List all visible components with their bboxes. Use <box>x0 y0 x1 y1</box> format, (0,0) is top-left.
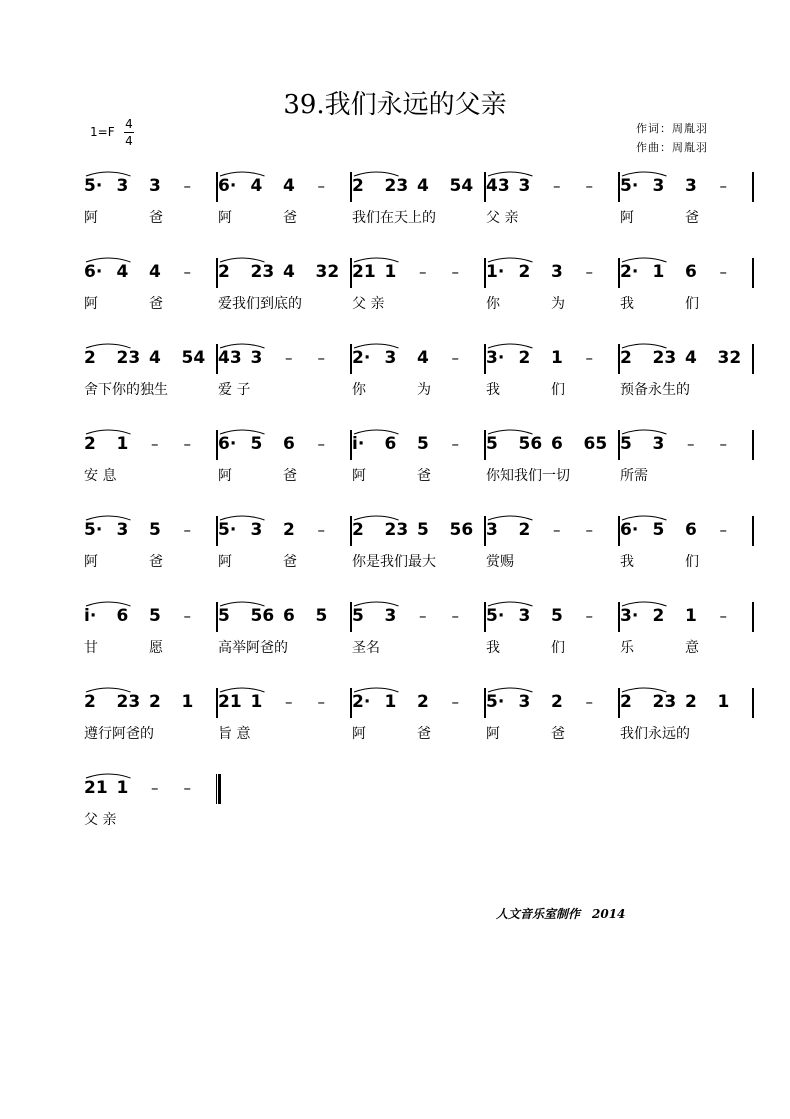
sustain-dash: – <box>183 435 191 453</box>
lyric: 父 亲 <box>486 210 519 226</box>
lyric: 阿 <box>352 468 366 484</box>
note: 5 <box>315 606 328 626</box>
lyric: 爸 <box>283 210 297 226</box>
sustain-dash: – <box>585 693 593 711</box>
lyric: 阿 <box>84 554 98 570</box>
note: 5· <box>486 606 505 626</box>
lyric: 爸 <box>149 296 163 312</box>
sustain-dash: – <box>183 521 191 539</box>
note: 32 <box>717 348 742 368</box>
lyric: 圣名 <box>352 640 380 656</box>
lyrics-row <box>0 380 790 402</box>
sustain-dash: – <box>585 177 593 195</box>
lyric: 爸 <box>685 210 699 226</box>
lyric: 你 <box>352 382 366 398</box>
note: 5 <box>417 434 429 454</box>
lyric: 爸 <box>283 554 297 570</box>
sustain-dash: – <box>585 263 593 281</box>
note: 5 <box>149 520 161 540</box>
note: 5· <box>486 692 505 712</box>
note: 2 <box>620 348 632 368</box>
sustain-dash: – <box>183 779 191 797</box>
note: 6· <box>218 434 237 454</box>
note: 5 <box>551 606 563 626</box>
sustain-dash: – <box>317 521 325 539</box>
note: 6 <box>685 262 697 282</box>
note: 3 <box>518 606 531 626</box>
barline <box>752 688 754 718</box>
sustain-dash: – <box>451 349 459 367</box>
note: 1 <box>717 692 730 712</box>
lyric: 阿 <box>218 554 232 570</box>
lyric: 我 <box>486 382 500 398</box>
note: 1 <box>181 692 194 712</box>
lyric: 意 <box>685 640 699 656</box>
note: 23 <box>652 348 677 368</box>
lyric: 为 <box>551 296 565 312</box>
barline <box>752 172 754 202</box>
sustain-dash: – <box>151 779 159 797</box>
note: 2 <box>620 692 632 712</box>
sustain-dash: – <box>419 607 427 625</box>
lyric: 们 <box>685 296 699 312</box>
note: 4 <box>283 262 295 282</box>
note: 5· <box>218 520 237 540</box>
note: 5 <box>486 434 498 454</box>
barline <box>752 516 754 546</box>
sustain-dash: – <box>553 521 561 539</box>
sustain-dash: – <box>317 349 325 367</box>
notes-row <box>0 602 790 632</box>
note: 56 <box>250 606 275 626</box>
note: 2· <box>620 262 639 282</box>
lyric: 阿 <box>218 210 232 226</box>
note: 5 <box>250 434 263 454</box>
note: i· <box>352 434 365 454</box>
note: 23 <box>116 348 141 368</box>
note: 3 <box>518 176 531 196</box>
note: 3 <box>486 520 498 540</box>
final-barline <box>216 774 221 804</box>
note: 3 <box>652 434 665 454</box>
lyric: 爱我们到底的 <box>218 296 302 312</box>
note: 4 <box>149 348 161 368</box>
sustain-dash: – <box>719 607 727 625</box>
sustain-dash: – <box>687 435 695 453</box>
note: 6· <box>620 520 639 540</box>
sustain-dash: – <box>553 177 561 195</box>
note: 23 <box>250 262 275 282</box>
lyric: 甘 <box>84 640 98 656</box>
note: 2 <box>84 348 96 368</box>
note: 2· <box>352 348 371 368</box>
lyric: 遵行阿爸的 <box>84 726 154 742</box>
lyric: 爸 <box>149 554 163 570</box>
note: 3 <box>149 176 161 196</box>
sustain-dash: – <box>317 177 325 195</box>
note: 4 <box>283 176 295 196</box>
note: 2 <box>518 348 531 368</box>
note: 3 <box>685 176 697 196</box>
lyrics-row <box>0 552 790 574</box>
notes-row <box>0 258 790 288</box>
key-signature: 1=F <box>90 125 115 139</box>
note: 2· <box>352 692 371 712</box>
lyric: 阿 <box>352 726 366 742</box>
meter-bottom: 4 <box>125 134 133 148</box>
lyric: 我 <box>486 640 500 656</box>
lyricist-credit: 作词：周胤羽 <box>636 122 708 135</box>
sustain-dash: – <box>585 349 593 367</box>
lyric: 预备永生的 <box>620 382 690 398</box>
lyrics-row <box>0 294 790 316</box>
lyric: 为 <box>417 382 431 398</box>
note: 2 <box>518 262 531 282</box>
barline <box>752 602 754 632</box>
note: 4 <box>417 348 429 368</box>
note: 6 <box>384 434 397 454</box>
note: 1 <box>685 606 697 626</box>
note: 4 <box>417 176 429 196</box>
note: 6 <box>283 606 295 626</box>
lyric: 阿 <box>84 296 98 312</box>
song-title: 39.我们永远的父亲 <box>283 90 507 120</box>
note: 6 <box>283 434 295 454</box>
note: 6 <box>116 606 129 626</box>
barline <box>752 344 754 374</box>
notes-row <box>0 688 790 718</box>
lyric: 爸 <box>417 726 431 742</box>
lyric: 愿 <box>149 640 163 656</box>
sustain-dash: – <box>317 435 325 453</box>
note: 3· <box>486 348 505 368</box>
note: 6 <box>551 434 563 454</box>
sustain-dash: – <box>451 263 459 281</box>
note: 6 <box>685 520 697 540</box>
note: 1 <box>384 692 397 712</box>
lyric: 父 亲 <box>84 812 117 828</box>
note: 1 <box>250 692 263 712</box>
note: 2 <box>84 434 96 454</box>
note: 23 <box>384 520 409 540</box>
sustain-dash: – <box>451 435 459 453</box>
lyric: 我们永远的 <box>620 726 690 742</box>
note: 3 <box>551 262 563 282</box>
note: 2 <box>149 692 161 712</box>
lyric: 你是我们最大 <box>352 554 436 570</box>
lyric: 高举阿爸的 <box>218 640 288 656</box>
note: 23 <box>384 176 409 196</box>
lyrics-row <box>0 638 790 660</box>
note: 21 <box>352 262 376 282</box>
note: 3 <box>384 606 397 626</box>
sustain-dash: – <box>585 607 593 625</box>
sustain-dash: – <box>183 177 191 195</box>
note: 5 <box>417 520 429 540</box>
note: 2 <box>551 692 563 712</box>
note: 5 <box>149 606 161 626</box>
lyric: 阿 <box>486 726 500 742</box>
lyric: 们 <box>551 640 565 656</box>
sustain-dash: – <box>719 177 727 195</box>
note: 4 <box>149 262 161 282</box>
note: 54 <box>181 348 206 368</box>
lyric: 阿 <box>84 210 98 226</box>
sustain-dash: – <box>719 521 727 539</box>
meter-top: 4 <box>125 117 133 131</box>
lyric: 爸 <box>417 468 431 484</box>
sustain-dash: – <box>285 693 293 711</box>
lyric: 们 <box>551 382 565 398</box>
note: 4 <box>250 176 263 196</box>
note: 2 <box>283 520 295 540</box>
note: 6· <box>218 176 237 196</box>
note: 2 <box>518 520 531 540</box>
lyrics-row <box>0 724 790 746</box>
note: 5· <box>84 520 103 540</box>
note: 1 <box>652 262 665 282</box>
note: 21 <box>84 778 108 798</box>
note: 2 <box>417 692 429 712</box>
note: 54 <box>449 176 474 196</box>
note: 43 <box>486 176 510 196</box>
note: 5 <box>218 606 230 626</box>
note: 56 <box>518 434 543 454</box>
lyric: 阿 <box>620 210 634 226</box>
note: 5 <box>352 606 364 626</box>
notes-row <box>0 516 790 546</box>
note: 32 <box>315 262 340 282</box>
note: 3 <box>652 176 665 196</box>
note: 2 <box>685 692 697 712</box>
lyric: 舍下你的独生 <box>84 382 168 398</box>
note: 4 <box>116 262 129 282</box>
note: 2 <box>652 606 665 626</box>
sustain-dash: – <box>183 607 191 625</box>
lyric: 乐 <box>620 640 634 656</box>
note: 3 <box>116 176 129 196</box>
notes-row <box>0 774 790 804</box>
lyrics-row <box>0 466 790 488</box>
note: 56 <box>449 520 474 540</box>
lyric: 们 <box>685 554 699 570</box>
note: 23 <box>652 692 677 712</box>
sustain-dash: – <box>719 263 727 281</box>
note: 3 <box>518 692 531 712</box>
note: 1 <box>116 778 129 798</box>
lyric: 我 <box>620 554 634 570</box>
notes-row <box>0 430 790 460</box>
barline <box>752 258 754 288</box>
sustain-dash: – <box>419 263 427 281</box>
sustain-dash: – <box>151 435 159 453</box>
time-signature <box>123 116 135 149</box>
lyric: 爸 <box>551 726 565 742</box>
note: 65 <box>583 434 608 454</box>
note: 3· <box>620 606 639 626</box>
lyric: 我们在天上的 <box>352 210 436 226</box>
lyric: 阿 <box>218 468 232 484</box>
note: 2 <box>218 262 230 282</box>
sustain-dash: – <box>317 693 325 711</box>
note: 43 <box>218 348 242 368</box>
note: 3 <box>384 348 397 368</box>
note: 5· <box>84 176 103 196</box>
lyric: 赏赐 <box>486 554 514 570</box>
barline <box>752 430 754 460</box>
note: 5 <box>652 520 665 540</box>
sustain-dash: – <box>285 349 293 367</box>
sustain-dash: – <box>451 693 459 711</box>
sustain-dash: – <box>183 263 191 281</box>
lyric: 所需 <box>620 468 648 484</box>
sustain-dash: – <box>585 521 593 539</box>
note: 5· <box>620 176 639 196</box>
note: 1 <box>384 262 397 282</box>
note: 2 <box>352 520 364 540</box>
note: 3 <box>250 348 263 368</box>
lyric: 你 <box>486 296 500 312</box>
sustain-dash: – <box>719 435 727 453</box>
lyric: 爸 <box>149 210 163 226</box>
note: 6· <box>84 262 103 282</box>
composer-credit: 作曲：周胤羽 <box>636 141 708 154</box>
notes-row <box>0 172 790 202</box>
note: 1 <box>551 348 563 368</box>
note: 4 <box>685 348 697 368</box>
note: 3 <box>250 520 263 540</box>
note: 21 <box>218 692 242 712</box>
lyric: 我 <box>620 296 634 312</box>
note: 1· <box>486 262 505 282</box>
lyrics-row <box>0 208 790 230</box>
note: 3 <box>116 520 129 540</box>
note: i· <box>84 606 97 626</box>
sustain-dash: – <box>451 607 459 625</box>
lyric: 爱 子 <box>218 382 251 398</box>
footer-credit: 人文音乐室制作 2014 <box>496 907 626 921</box>
note: 1 <box>116 434 129 454</box>
note: 2 <box>352 176 364 196</box>
note: 2 <box>84 692 96 712</box>
lyric: 旨 意 <box>218 726 251 742</box>
lyric: 安 息 <box>84 468 117 484</box>
lyrics-row <box>0 810 790 832</box>
notes-row <box>0 344 790 374</box>
lyric: 你知我们一切 <box>486 468 570 484</box>
lyric: 爸 <box>283 468 297 484</box>
note: 5 <box>620 434 632 454</box>
note: 23 <box>116 692 141 712</box>
lyric: 父 亲 <box>352 296 385 312</box>
